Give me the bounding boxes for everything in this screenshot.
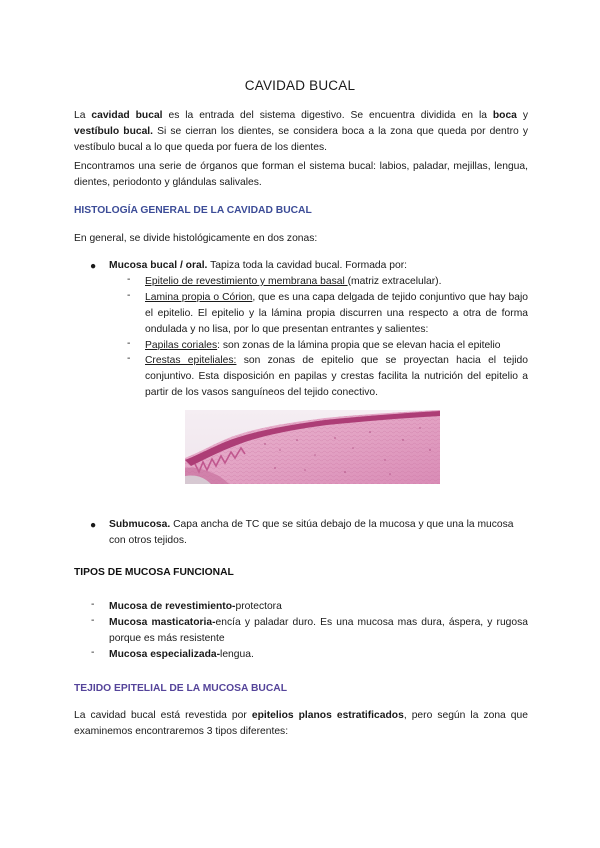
submucosa-label: Submucosa. (109, 519, 171, 530)
tipo-item-text: protectora (235, 601, 282, 612)
sub-item-text: : son zonas de la lámina propia que se elevan hacia el epitelio (217, 340, 501, 351)
intro-bold-vestibulo: vestíbulo bucal. (74, 126, 154, 137)
sub-item-text: , que es una capa delgada de tejido conjuntivo que hay bajo el epitelio. El epitelio y la lámina propia discurren una respecto a otra de forma ondulada y no lisa, por lo que presentan entrantes y salientes: (145, 292, 528, 335)
sub-item-underlined: Crestas epiteliales: (145, 355, 237, 366)
dash-icon: - (91, 599, 95, 610)
dash-icon: - (91, 615, 95, 626)
epitelial-text: La cavidad bucal está revestida por (74, 710, 252, 721)
mucosa-oral-text: Tapiza toda la cavidad bucal. Formada por: (207, 260, 407, 271)
sub-item-epitelio (145, 274, 528, 290)
dash-icon: - (127, 353, 131, 364)
sub-item-papilas (145, 338, 528, 354)
sub-item-crestas (145, 353, 528, 401)
histologia-intro: En general, se divide histológicamente en dos zonas: (74, 233, 318, 244)
intro-text: es la entrada del sistema digestivo. Se encuentra dividida en la (162, 110, 493, 121)
tipo-item-especializada (109, 647, 529, 663)
micrograph-svg (185, 410, 440, 484)
sub-item-lamina-propia (145, 290, 528, 338)
sub-item-text: son zonas de epitelio que se proyectan hacia el tejido conjuntivo. Esta disposición en papilas y crestas facilita la nutrición del epitelio a partir de los vasos sanguíneos del tejido conectivo. (145, 355, 528, 398)
list-item-mucosa-oral (109, 258, 529, 274)
sub-item-underlined: Papilas coriales (145, 340, 218, 351)
tipo-item-text: encía y paladar duro. Es una mucosa mas dura, áspera, y rugosa porque es más resistente (109, 617, 529, 644)
epitelial-paragraph (74, 708, 528, 740)
intro-bold-boca: boca (492, 110, 517, 121)
section-heading-tipos: TIPOS DE MUCOSA FUNCIONAL (74, 567, 234, 578)
dash-icon: - (91, 647, 95, 658)
epitelial-bold: epitelios planos estratificados (251, 710, 404, 721)
section-heading-histologia: HISTOLOGÍA GENERAL DE LA CAVIDAD BUCAL (74, 205, 312, 216)
intro-text: La (74, 110, 92, 121)
bullet-icon: ● (90, 261, 97, 272)
tipo-item-revestimiento (109, 599, 529, 615)
intro-paragraph-2: Encontramos una serie de órganos que forman el sistema bucal: labios, paladar, mejillas, lengua, dientes, periodonto y glándulas salivales. (74, 161, 528, 188)
epitelial-text: , pero según la zona que examinemos encontraremos 3 tipos diferentes: (74, 710, 528, 737)
tipo-item-label: Mucosa masticatoria- (109, 617, 216, 628)
sub-item-text: (matriz extracelular). (347, 276, 442, 287)
intro-text: y (516, 110, 528, 121)
intro-paragraph-1 (74, 108, 528, 156)
section-heading-epitelial: TEJIDO EPITELIAL DE LA MUCOSA BUCAL (74, 683, 288, 694)
tipo-item-label: Mucosa de revestimiento- (109, 601, 236, 612)
dash-icon: - (127, 338, 131, 349)
tipo-item-masticatoria (109, 615, 528, 647)
list-item-submucosa (109, 517, 529, 549)
page-title: CAVIDAD BUCAL (244, 78, 356, 93)
dash-icon: - (127, 290, 131, 301)
histology-micrograph (185, 410, 440, 484)
submucosa-text: Capa ancha de TC que se sitúa debajo de la mucosa y que una la mucosa con otros tejidos. (109, 519, 514, 546)
sub-item-underlined: Epitelio de revestimiento y membrana basal (145, 276, 348, 287)
dash-icon: - (127, 274, 131, 285)
tipo-item-label: Mucosa especializada- (109, 649, 221, 660)
tipo-item-text: lengua. (220, 649, 254, 660)
intro-bold-cavidad: cavidad bucal (91, 110, 163, 121)
sub-item-underlined: Lamina propia o Córion (145, 292, 253, 303)
intro-text: Si se cierran los dientes, se considera boca a la zona que queda por dentro y vestíbulo bucal a lo que queda por fuera de los dientes. (74, 126, 528, 153)
bullet-icon: ● (90, 520, 97, 531)
mucosa-oral-label: Mucosa bucal / oral. (109, 260, 208, 271)
